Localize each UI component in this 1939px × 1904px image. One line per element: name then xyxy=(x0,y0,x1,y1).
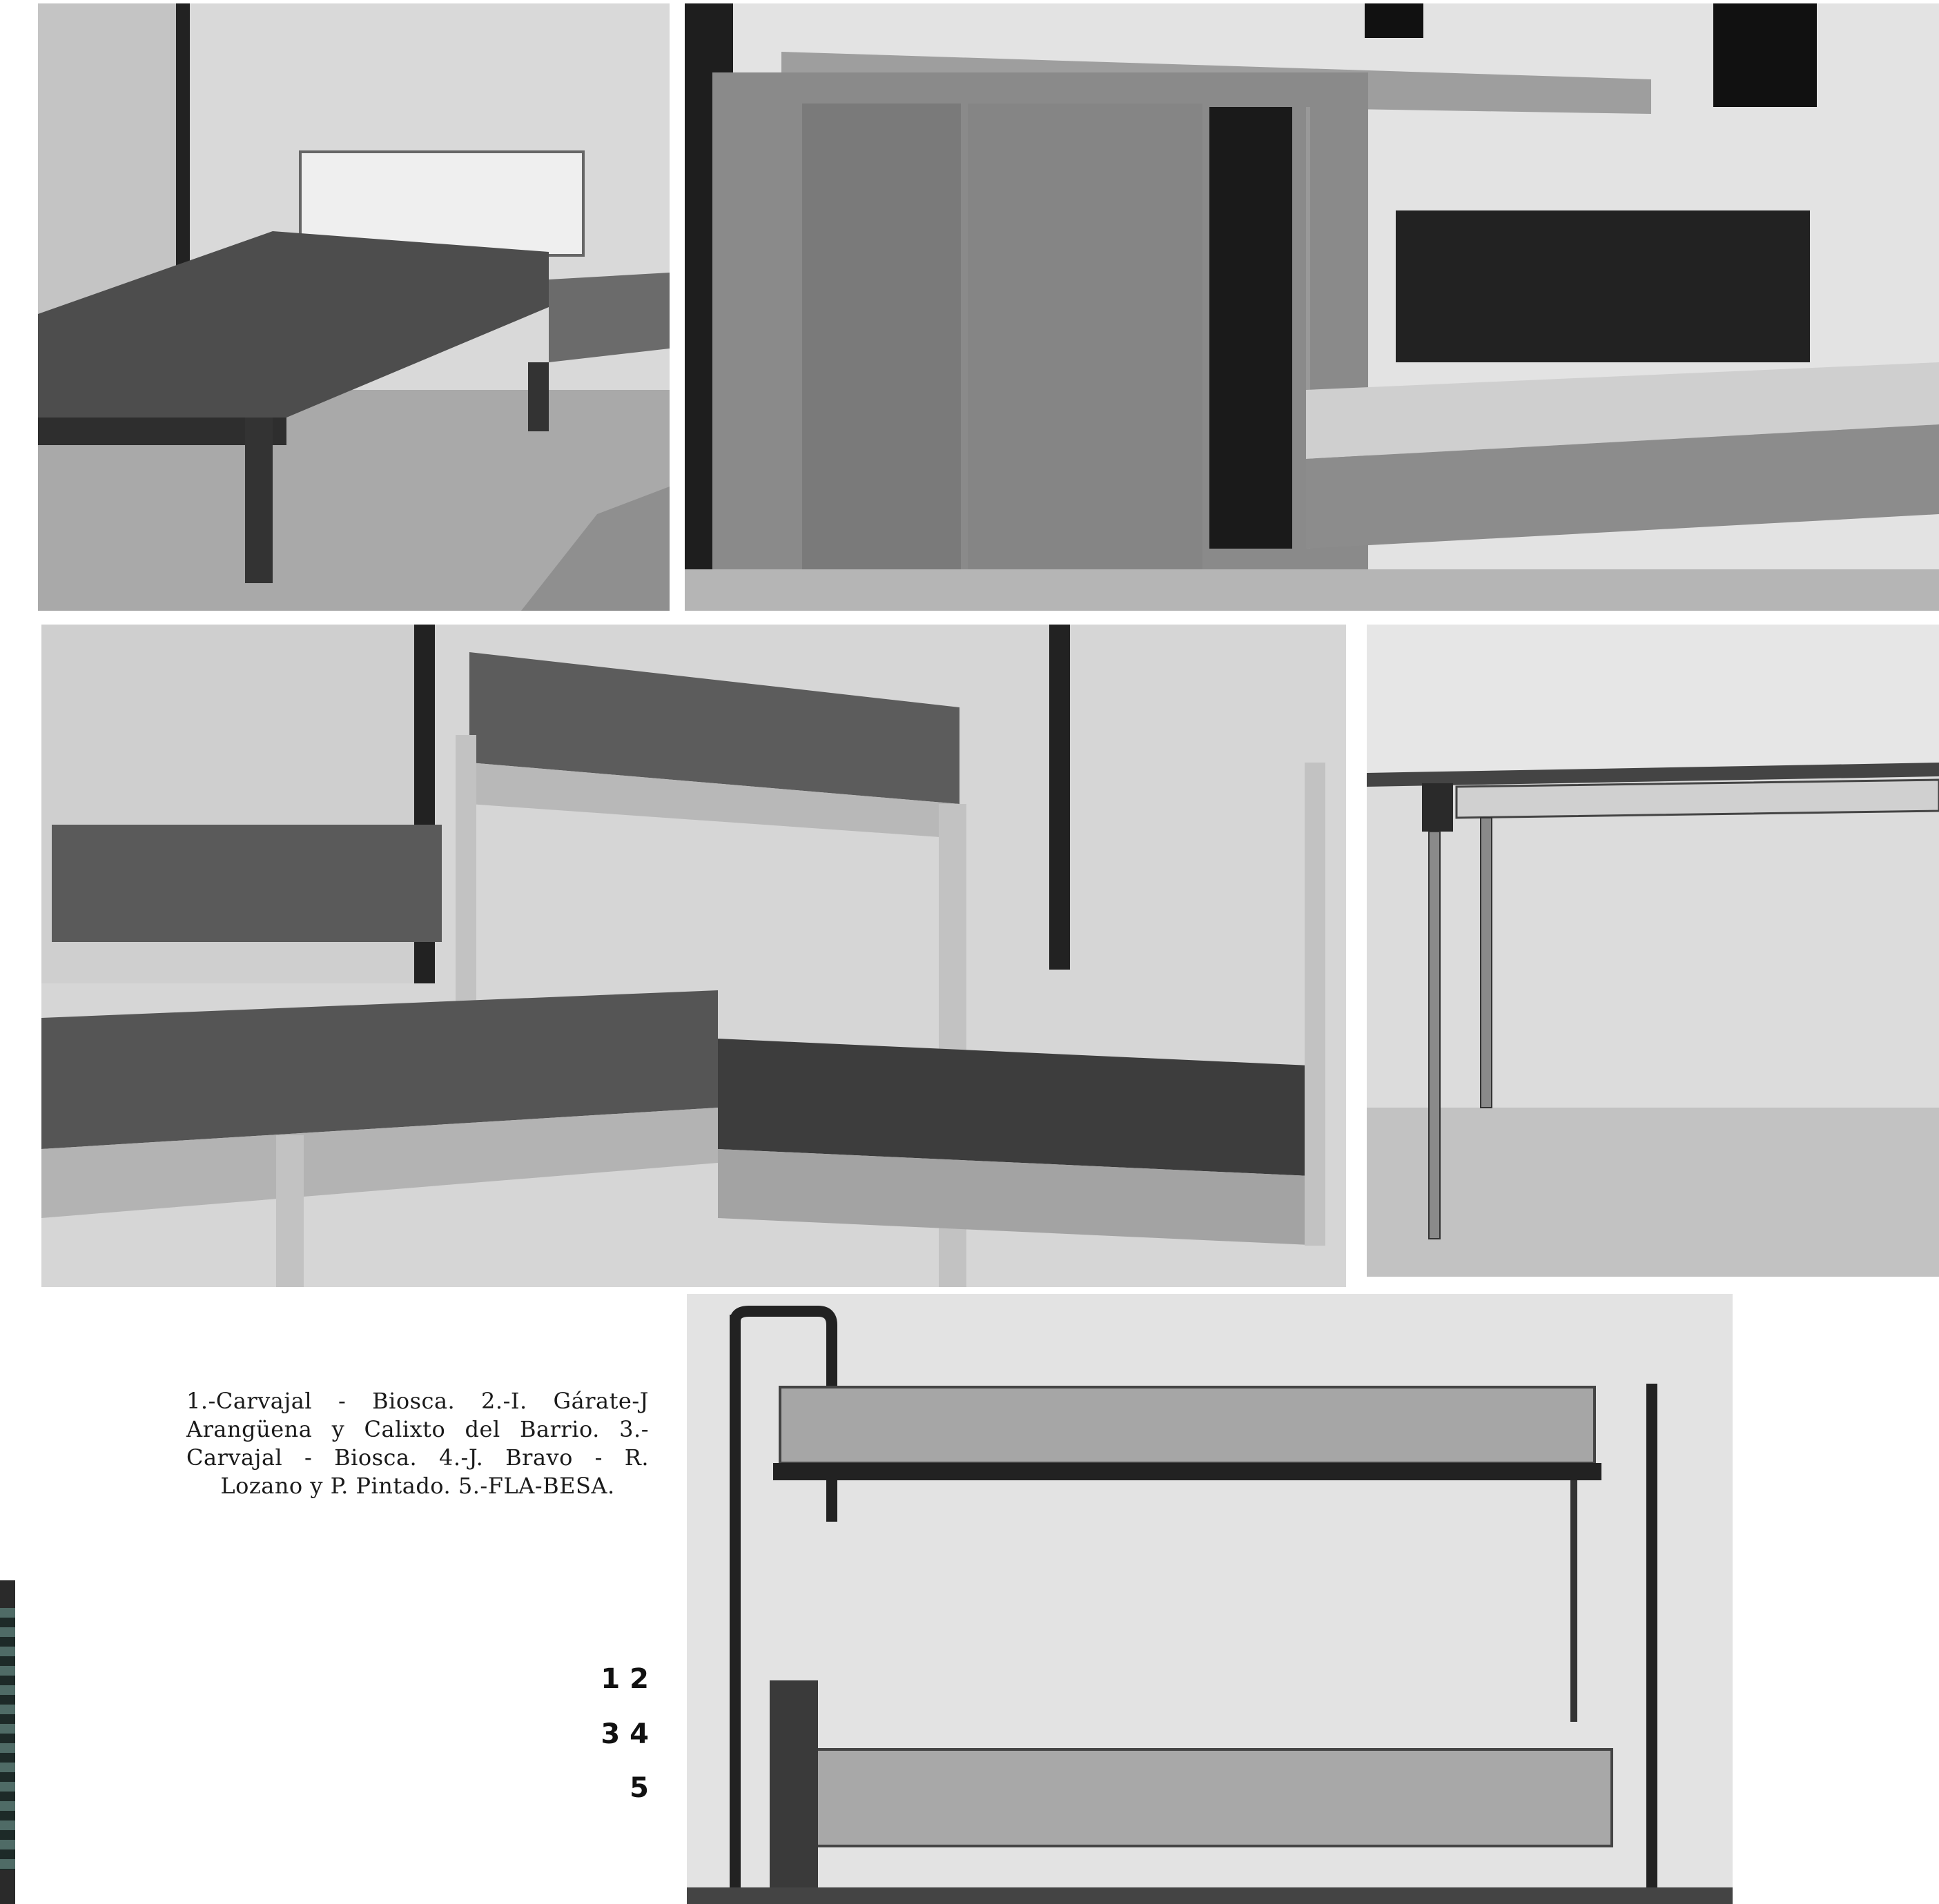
photo-4-table xyxy=(1367,625,1939,1277)
photo-key-row-1: 1 2 xyxy=(601,1663,649,1695)
photo-3-corner-bunk xyxy=(41,625,1346,1287)
scan-edge-strip xyxy=(0,1580,15,1904)
photo-key-row-2: 3 4 xyxy=(601,1718,649,1750)
photo-2-wardrobe xyxy=(685,3,1939,611)
photo-caption: 1.-Carvajal - Biosca. 2.-I. Gárate-J Arangüena y Calixto del Barrio. 3.-Carvajal - Biosca. 4.-J. Bravo - R. Lozano y P. Pintado. 5.-FLA-BESA. xyxy=(186,1388,649,1499)
photo-key-row-3: 5 xyxy=(630,1772,649,1804)
photo-1-bed xyxy=(38,3,670,611)
photo-5-metal-bunk xyxy=(687,1294,1733,1904)
